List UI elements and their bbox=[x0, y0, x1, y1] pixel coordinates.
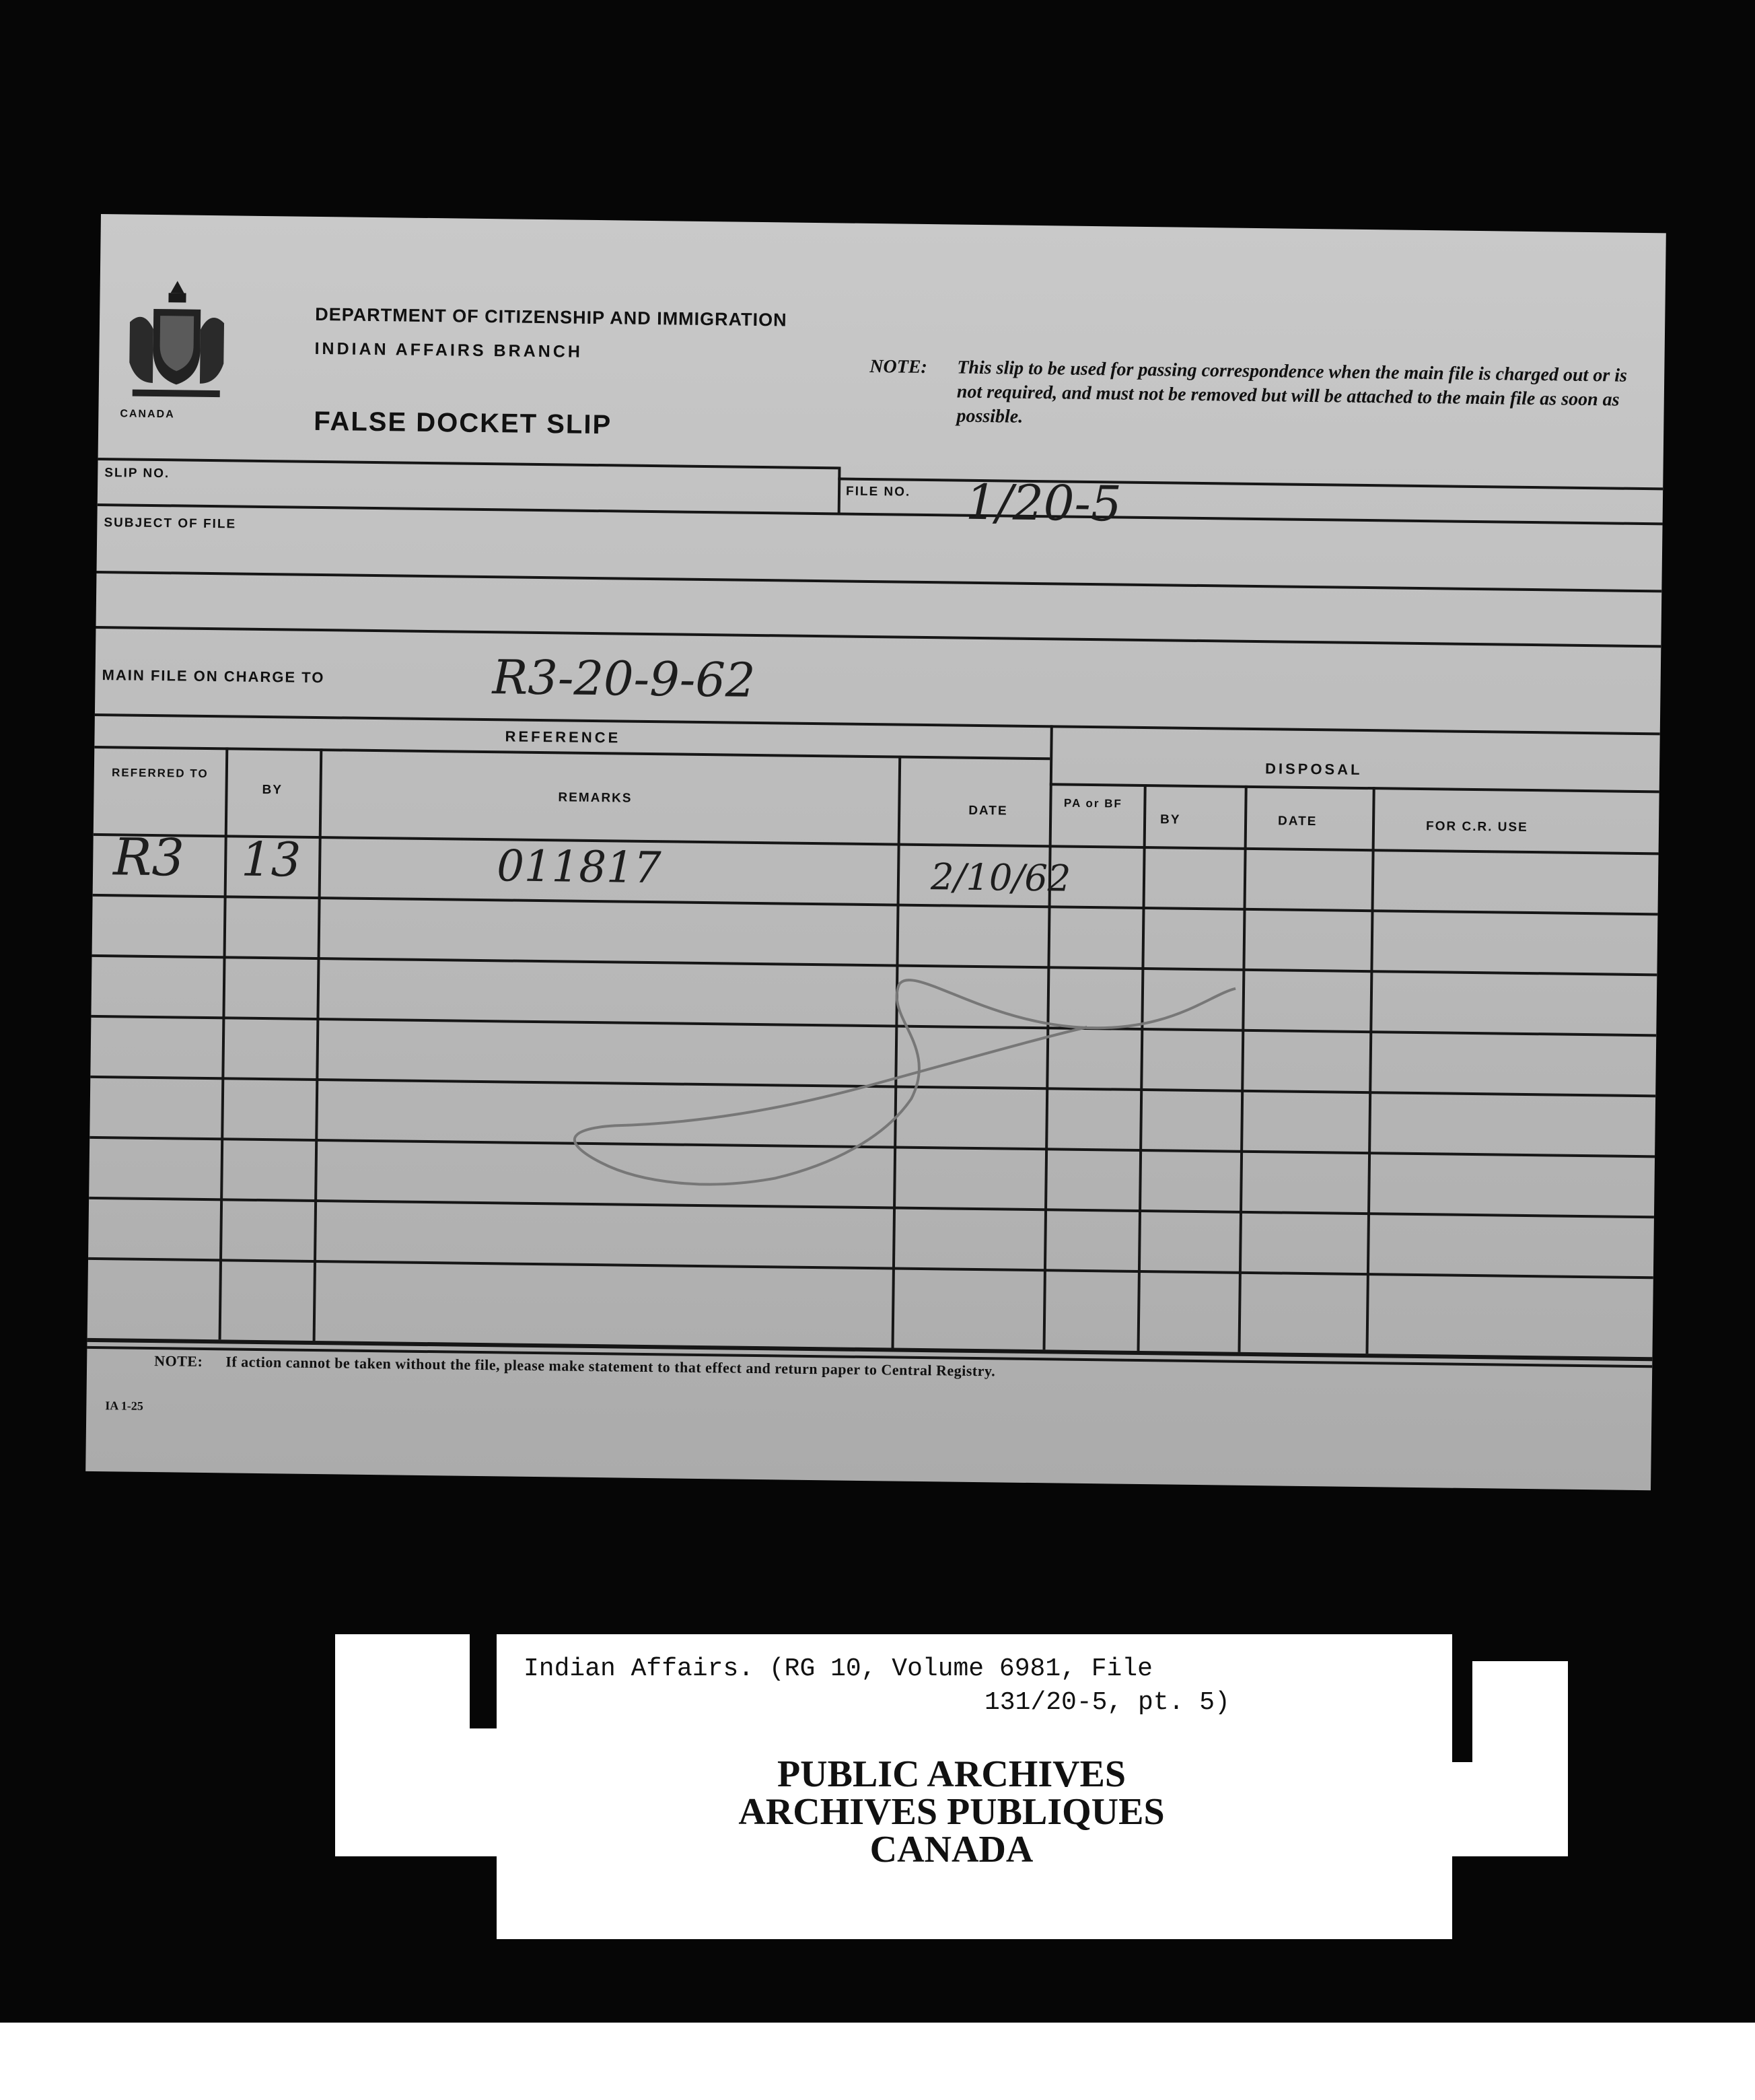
rule bbox=[94, 746, 1050, 760]
form-title: FALSE DOCKET SLIP bbox=[313, 406, 612, 440]
column-referred-to: REFERRED TO bbox=[111, 766, 209, 781]
row-remarks: 011817 bbox=[496, 841, 661, 894]
rule bbox=[838, 466, 841, 514]
top-note-text: This slip to be used for passing correspondence when the main file is charged out or is not required, and must not be removed but will be attached to the main file as soon as possible. bbox=[956, 357, 1628, 427]
bottom-note-text: If action cannot be taken without the file, please make statement to that effect and return paper to Central Registry. bbox=[225, 1353, 996, 1380]
film-scratch bbox=[560, 960, 1303, 1238]
subject-of-file-label: SUBJECT OF FILE bbox=[104, 516, 237, 532]
column-by: BY bbox=[262, 782, 283, 798]
slip-no-label: SLIP NO. bbox=[104, 466, 170, 481]
reference-header: REFERENCE bbox=[505, 728, 621, 746]
disposal-header: DISPOSAL bbox=[1264, 760, 1363, 778]
column-date: DATE bbox=[968, 803, 1008, 818]
rule bbox=[96, 571, 1661, 592]
rule bbox=[95, 713, 1660, 735]
archive-reference-line-1: Indian Affairs. (RG 10, Volume 6981, File bbox=[524, 1654, 1153, 1683]
top-note bbox=[869, 355, 1630, 437]
archive-label-card bbox=[335, 1634, 1568, 1939]
country-label: CANADA bbox=[120, 408, 175, 421]
false-docket-slip bbox=[85, 214, 1666, 1490]
card-cutout-left bbox=[335, 1856, 497, 1939]
rule bbox=[88, 1257, 1653, 1279]
archives-line-1: PUBLIC ARCHIVES bbox=[777, 1753, 1126, 1795]
department-heading: DEPARTMENT OF CITIZENSHIP AND IMMIGRATION bbox=[315, 304, 787, 330]
row-referred-to: R3 bbox=[112, 827, 185, 888]
bottom-note-label: NOTE: bbox=[154, 1352, 203, 1370]
column-cr-use: FOR C.R. USE bbox=[1425, 819, 1528, 835]
column-date-disposal: DATE bbox=[1277, 814, 1318, 829]
public-archives-canada-stamp bbox=[335, 1755, 1568, 1868]
card-notch-left bbox=[470, 1634, 497, 1728]
rule bbox=[838, 477, 1663, 490]
archive-reference-line-2: 131/20-5, pt. 5) bbox=[984, 1688, 1230, 1717]
column-pa-or-bf: PA or BF bbox=[1063, 796, 1122, 810]
file-no-value: 1/20-5 bbox=[965, 473, 1122, 532]
rule bbox=[1050, 783, 1659, 793]
rule bbox=[94, 833, 1659, 855]
rule bbox=[98, 503, 1663, 525]
rule bbox=[93, 894, 1658, 915]
main-file-label: MAIN FILE ON CHARGE TO bbox=[102, 666, 325, 687]
card-cutout-right-bottom bbox=[1452, 1856, 1568, 1939]
column-remarks: REMARKS bbox=[558, 790, 633, 806]
row-by: 13 bbox=[240, 831, 301, 888]
archives-line-3: CANADA bbox=[869, 1829, 1034, 1870]
card-notch-right bbox=[1452, 1661, 1472, 1762]
rule bbox=[1365, 787, 1375, 1354]
card-cutout-right-top bbox=[1452, 1634, 1568, 1661]
archives-line-2: ARCHIVES PUBLIQUES bbox=[738, 1791, 1165, 1833]
row-date: 2/10/62 bbox=[930, 855, 1071, 900]
top-note-label: NOTE: bbox=[869, 355, 928, 378]
form-id: IA 1-25 bbox=[105, 1399, 144, 1413]
rule bbox=[96, 626, 1661, 648]
rule bbox=[98, 458, 838, 469]
branch-heading: INDIAN AFFAIRS BRANCH bbox=[314, 339, 583, 361]
column-by-disposal: BY bbox=[1159, 812, 1181, 827]
file-no-label: FILE NO. bbox=[845, 484, 911, 499]
coat-of-arms-icon bbox=[119, 275, 235, 404]
main-file-value: R3-20-9-62 bbox=[492, 650, 756, 708]
